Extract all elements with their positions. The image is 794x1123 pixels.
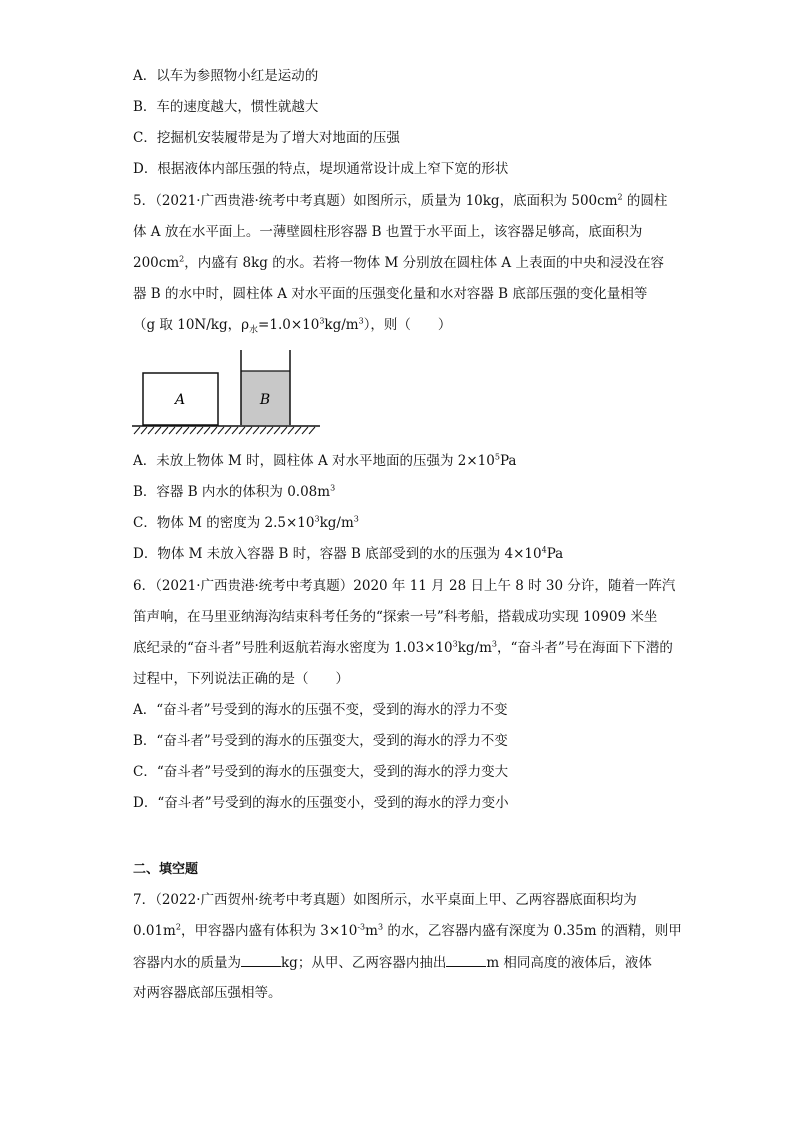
answer-blank-2[interactable]	[446, 952, 486, 967]
q5-stem-line-2: 体 A 放在水平面上。一薄壁圆柱形容器 B 也置于水平面上，该容器足够高，底面积为	[133, 224, 643, 240]
q7-stem-line-3: 容器内水的质量为 kg；从甲、乙两容器内抽出 m 相同高度的液体后，液体	[133, 952, 652, 973]
ground-hatching	[134, 427, 315, 434]
q5-option-c: C．物体 M 的密度为 $2.5\times 10^3kg/m^3$	[133, 514, 359, 531]
q4-option-a: A．以车为参照物小红是运动的	[133, 68, 319, 84]
q6-stem-line-2: 笛声响，在马里亚纳海沟结束科考任务的“探索一号”科考船，搭载成功实现 10909 米坐	[133, 609, 658, 625]
q6-stem-line-3: 底纪录的“奋斗者”号胜利返航若海水密度为 $1.03\times 10^3kg/m^3$，“奋斗者”号在海面下下潜的	[133, 639, 673, 656]
q6-option-b: B．“奋斗者”号受到的海水的压强变大，受到的海水的浮力不变	[133, 733, 508, 749]
q4-option-d: D．根据液体内部压强的特点，堤坝通常设计成上窄下宽的形状	[133, 161, 509, 177]
q7-stem-line-2: $0.01m^2$，甲容器内盛有体积为 $3\times 10^{-3}m^3$ 的水，乙容器内盛有深度为 0.35m 的酒精，则甲	[133, 922, 682, 939]
q7-stem-line-4: 对两容器底部压强相等。	[133, 985, 282, 1001]
container-b-label: B	[259, 392, 271, 408]
q5-stem-line-3: $200cm^2$，内盛有 8kg 的水。若将一物体 M 分别放在圆柱体 A 上表面的中央和浸没在容	[133, 254, 664, 271]
q6-stem-line-1: 6．（2021·广西贵港·统考中考真题）2020 年 11 月 28 日上午 8 时 30 分许，随着一阵汽	[133, 578, 676, 594]
q5-stem-line-1: 5．（2021·广西贵港·统考中考真题）如图所示，质量为 10kg，底面积为 $500cm^2$ 的圆柱	[133, 192, 668, 209]
answer-blank-1[interactable]	[241, 952, 281, 967]
q5-stem-line-5: （g 取 10N/kg，$\rho_水=1.0\times 10^3kg/m^3$），则（ ）	[133, 316, 452, 336]
q5-stem-line-4: 器 B 的水中时，圆柱体 A 对水平面的压强变化量和水对容器 B 底部压强的变化量相等	[133, 286, 648, 302]
q4-option-b: B．车的速度越大，惯性就越大	[133, 99, 319, 115]
q5-figure	[130, 350, 330, 440]
section-heading: 二、填空题	[133, 862, 199, 877]
q7-stem-line-1: 7．（2022·广西贺州·统考中考真题）如图所示，水平桌面上甲、乙两容器底面积均为	[133, 892, 637, 908]
q4-option-c: C．挖掘机安装履带是为了增大对地面的压强	[133, 130, 400, 146]
q5-option-a: A．未放上物体 M 时，圆柱体 A 对水平地面的压强为 $2\times 10^5Pa$	[133, 452, 517, 469]
q6-option-d: D．“奋斗者”号受到的海水的压强变小，受到的海水的浮力变小	[133, 795, 509, 811]
cylinder-a-label: A	[174, 392, 186, 408]
q5-option-d: D．物体 M 未放入容器 B 时，容器 B 底部受到的水的压强为 $4\times 10^4Pa$	[133, 545, 564, 562]
q6-option-c: C．“奋斗者”号受到的海水的压强变大，受到的海水的浮力变大	[133, 764, 509, 780]
q6-option-a: A．“奋斗者”号受到的海水的压强不变，受到的海水的浮力不变	[133, 702, 508, 718]
q6-stem-line-4: 过程中，下列说法正确的是（ ）	[133, 671, 349, 687]
q5-option-b: B．容器 B 内水的体积为 $0.08m^3$	[133, 483, 336, 500]
